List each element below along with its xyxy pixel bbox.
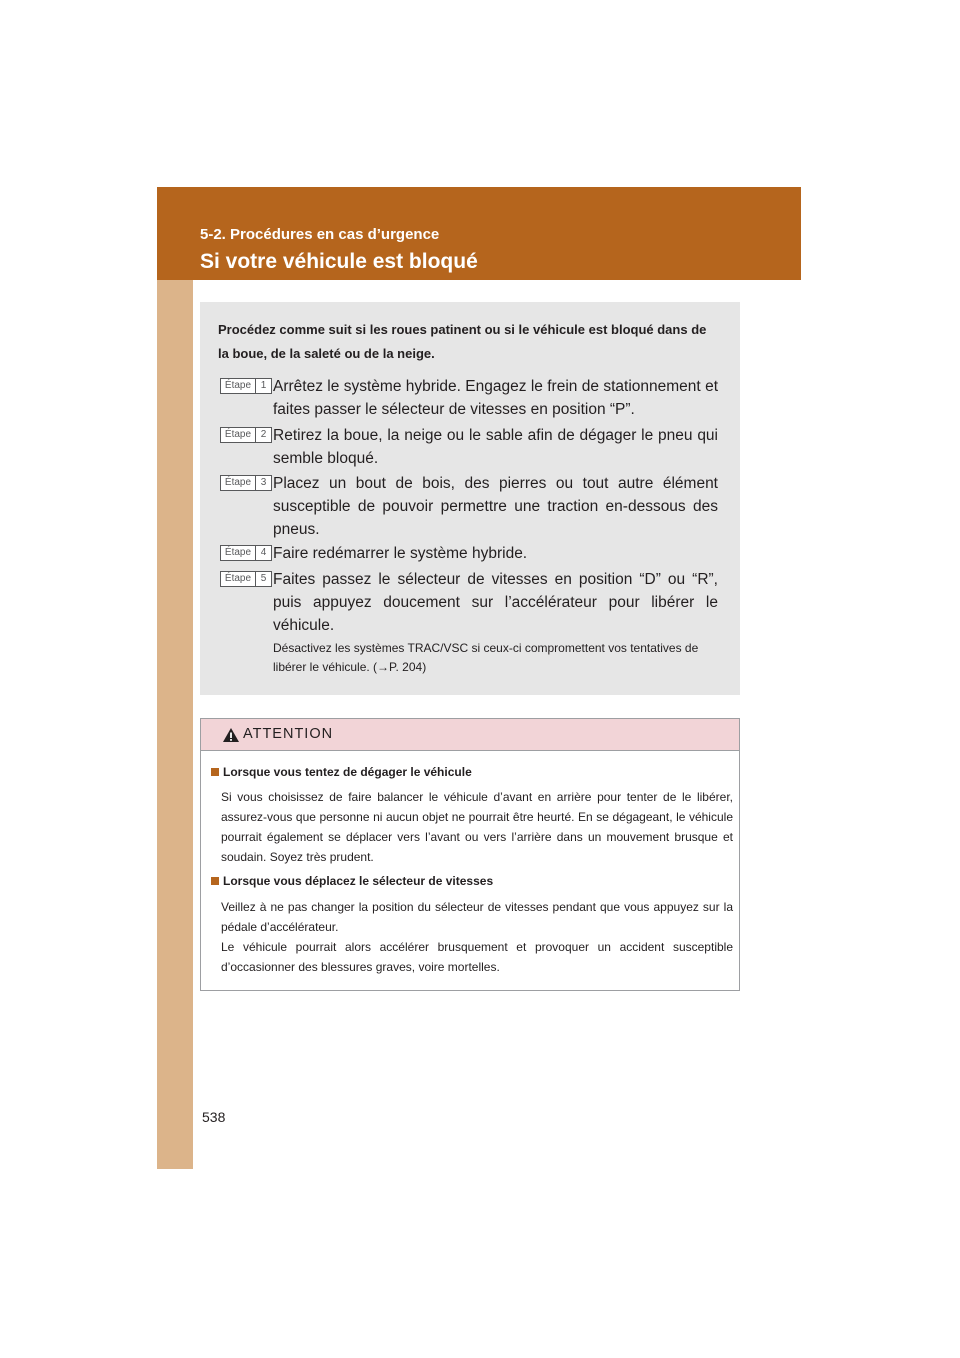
procedure-intro: Procédez comme suit si les roues patinent ou si le véhicule est bloqué dans de la boue, de la saleté ou de la neige. [218, 322, 707, 361]
warning-title: ATTENTION [243, 726, 334, 742]
step-badge [220, 475, 272, 491]
page-number: 538 [202, 1109, 226, 1125]
warning-section-body [221, 787, 733, 867]
warning-paragraph: Le véhicule pourrait alors accélérer brusquement et provoquer un accident susceptible d’occasionner des blessures graves, voire mortelles. [221, 940, 733, 974]
warning-section-heading [211, 765, 731, 779]
step-badge [220, 545, 272, 561]
warning-paragraph: Veillez à ne pas changer la position du sélecteur de vitesses pendant que vous appuyez sur la pédale d’accélérateur. [221, 900, 733, 934]
step-badge-word: Étape [221, 546, 256, 560]
step-badge-number: 4 [260, 547, 267, 558]
step-text: Faites passez le sélecteur de vitesses en position “D” ou “R”, puis appuyez doucement sur l’accélérateur pour libérer le véhicule. [273, 571, 718, 634]
page-title: Si votre véhicule est bloqué [200, 250, 478, 273]
step-badge-word: Étape [221, 572, 256, 586]
warning-section-body [221, 897, 733, 977]
warning-heading-text: Lorsque vous tentez de dégager le véhicule [223, 765, 472, 779]
square-bullet-icon [211, 877, 219, 885]
step-badge-number: 2 [260, 429, 267, 440]
step-text: Placez un bout de bois, des pierres ou tout autre élément susceptible de pouvoir permettre une traction en-dessous des pneus. [273, 475, 718, 538]
warning-section-heading [211, 874, 731, 888]
warning-heading-text: Lorsque vous déplacez le sélecteur de vitesses [223, 874, 494, 888]
warning-triangle-icon [222, 727, 240, 743]
step-badge [220, 427, 272, 443]
step-badge-number: 1 [260, 380, 267, 391]
step-badge-number: 3 [260, 477, 267, 488]
side-tab-strip [157, 187, 193, 1169]
step-badge-word: Étape [221, 476, 256, 490]
step-badge [220, 571, 272, 587]
step-badge [220, 378, 272, 394]
warning-header [201, 719, 739, 751]
warning-box [200, 718, 740, 991]
step-text: Arrêtez le système hybride. Engagez le frein de stationnement et faites passer le sélecteur de vitesses en position “P”. [273, 378, 718, 418]
warning-paragraph: Si vous choisissez de faire balancer le véhicule d’avant en arrière pour tenter de le libérer, assurez-vous que personne ni aucun objet ne pourrait être heurté. En se dégageant, le véhicule pourrait également se déplacer vers l’avant ou vers l’arrière dans un mouvement brusque et soudain. Soyez très prudent. [221, 790, 733, 864]
section-label: 5-2. Procédures en cas d’urgence [200, 226, 440, 243]
procedure-box [200, 302, 740, 695]
step-badge-word: Étape [221, 428, 256, 442]
procedure-note: Désactivez les systèmes TRAC/VSC si ceux-ci compromettent vos tentatives de libérer le véhicule. (→P. 204) [273, 641, 699, 674]
step-text: Faire redémarrer le système hybride. [273, 545, 528, 562]
step-badge-number: 5 [260, 573, 267, 584]
step-text: Retirez la boue, la neige ou le sable afin de dégager le pneu qui semble bloqué. [273, 427, 718, 467]
step-badge-word: Étape [221, 379, 256, 393]
square-bullet-icon [211, 768, 219, 776]
